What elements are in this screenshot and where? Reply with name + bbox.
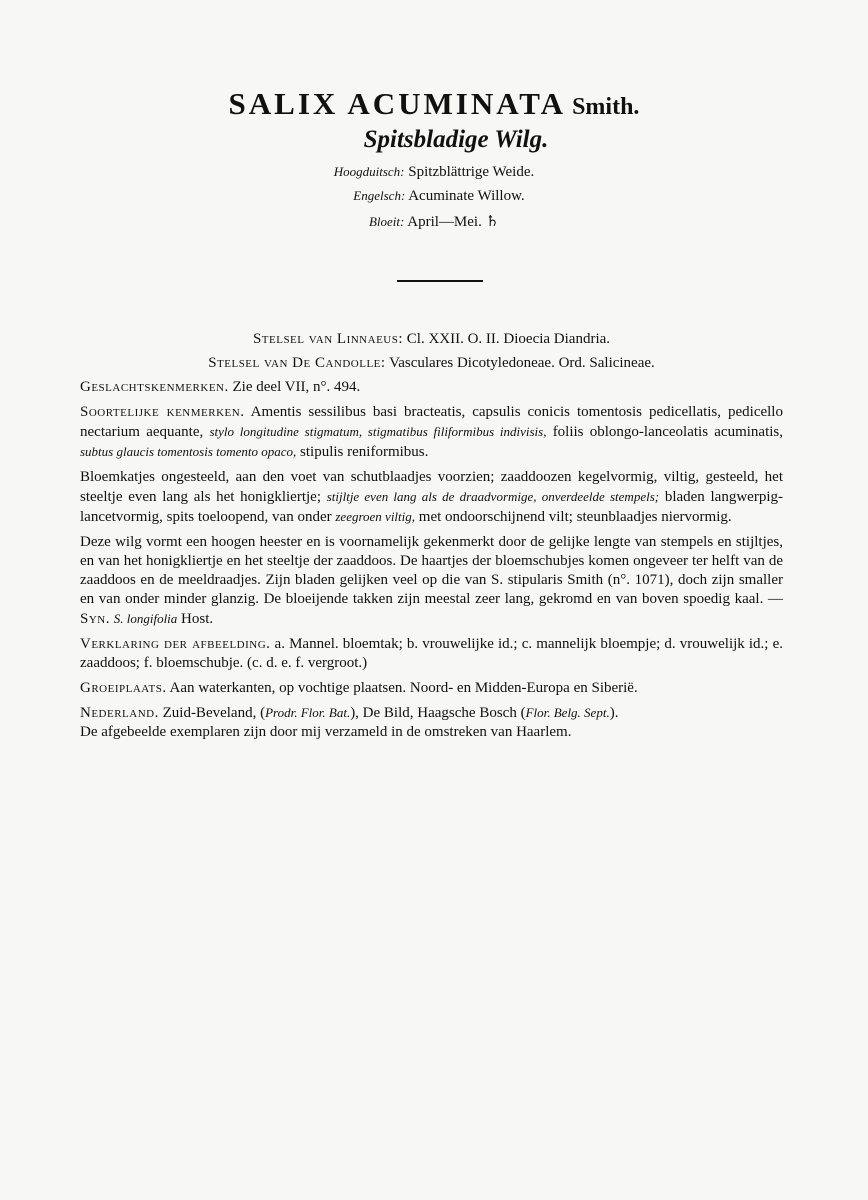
species-characters	[80, 403, 783, 462]
bloom-value: April—Mei. ♄	[407, 214, 500, 230]
text-body	[80, 330, 783, 742]
description-text-3: bladen langwerpig-lancetvormig, spits toeloopend, van onder	[80, 489, 783, 525]
notes-text: Deze wilg vormt een hoogen heester en is voornamelijk gekenmerkt door de gelijke lengte van stempels en stijltjes, en van het honigkliertje en het steeltje der zaaddoos. De haartjes der bloemschubjes komen ongeveer ter helft van de zaaddoos en de meeldraadjes. Zijn bladen gelijken veel op die van S. stipularis Smith (n°. 1071), doch zijn smaller en van onder minder glanzig. De bloeijende takken zijn meestal zeer lang, gekromd en van boven spoedig kaal. —	[80, 534, 783, 607]
candolle-value: Vasculares Dicotyledoneae. Ord. Salicineae.	[389, 355, 655, 371]
english-name: Acuminate Willow.	[408, 188, 525, 204]
title-author: Smith.	[572, 94, 640, 120]
description-text-2: stijltje even lang als de draadvormige, onverdeelde stempels;	[326, 489, 660, 504]
netherlands-text-1: Zuid-Beveland, (	[162, 705, 266, 721]
synonym-value: S. longifolia	[113, 611, 178, 626]
description-text-5: met ondoorschijnend vilt; steunblaadjes niervormig.	[418, 509, 732, 525]
figure-explanation-label: Verklaring der afbeelding.	[80, 636, 271, 652]
species-label: Soortelijke kenmerken.	[80, 404, 245, 420]
description-text-1: Bloemkatjes ongesteeld, aan den voet van schutblaadjes voorzien; zaaddoozen kegelvormig, viltig, gesteeld, het steeltje even lang als het honigkliertje;	[80, 469, 783, 505]
linnaeus-system	[80, 330, 783, 349]
habitat	[80, 679, 783, 698]
notes	[80, 533, 783, 629]
netherlands-text-2: Prodr. Flor. Bat.	[265, 705, 351, 720]
species-text-4: subtus glaucis tomentosis tomento opaco,	[80, 444, 297, 459]
description-text-4: zeegroen viltig,	[335, 509, 416, 524]
habitat-label: Groeiplaats.	[80, 680, 167, 696]
netherlands-text-3: ), De Bild, Haagsche Bosch (	[350, 705, 526, 721]
species-text-5: stipulis reniformibus.	[300, 444, 429, 460]
collection-note: De afgebeelde exemplaren zijn door mij verzameld in de omstreken van Haarlem.	[80, 724, 572, 740]
species-text-3: foliis oblongo-lanceolatis acuminatis,	[552, 424, 783, 440]
german-name-line	[0, 164, 868, 181]
candolle-label: Stelsel van De Candolle:	[208, 355, 386, 371]
netherlands-text-5: ).	[609, 705, 619, 721]
linnaeus-label: Stelsel van Linnaeus:	[252, 331, 404, 347]
synonym-label: Syn.	[80, 611, 110, 627]
divider-rule	[397, 280, 483, 282]
figure-explanation	[80, 635, 783, 673]
german-name: Spitzblättrige Weide.	[408, 164, 535, 180]
bloom-label: Bloeit:	[368, 214, 405, 229]
description	[80, 468, 783, 527]
candolle-system	[80, 354, 783, 373]
genus-value: Zie deel VII, n°. 494.	[232, 379, 361, 395]
genus-label: Geslachtskenmerken.	[80, 379, 229, 395]
linnaeus-value: Cl. XXII. O. II. Dioecia Diandria.	[406, 331, 611, 347]
english-label: Engelsch:	[353, 188, 406, 203]
netherlands-label: Nederland.	[80, 705, 159, 721]
species-title	[0, 86, 868, 122]
habitat-text: Aan waterkanten, op vochtige plaatsen. Noord- en Midden-Europa en Siberië.	[169, 680, 638, 696]
english-name-line	[0, 188, 868, 205]
species-text-2: stylo longitudine stigmatum, stigmatibus filiformibus indivisis,	[209, 424, 547, 439]
genus-characters	[80, 378, 783, 397]
title-latin: SALIX ACUMINATA	[228, 86, 567, 121]
german-label: Hoogduitsch:	[333, 164, 405, 179]
dutch-name: Spitsbladige Wilg.	[363, 126, 549, 153]
netherlands-text-4: Flor. Belg. Sept.	[525, 705, 610, 720]
figure-explanation-text: a. Mannel. bloemtak; b. vrouwelijke id.; c. mannelijk bloempje; d. vrouwelijk id.; e. zaaddoos; f. bloemschubje. (c. d. e. f. vergroot.)	[80, 636, 783, 671]
netherlands-locations	[80, 703, 783, 723]
synonym-author: Host.	[181, 611, 214, 627]
species-text-1: Amentis sessilibus basi bracteatis, capsulis conicis tomentosis pedicellatis, pedicello nectarium aequante,	[80, 404, 783, 440]
bloom-line	[0, 212, 868, 231]
